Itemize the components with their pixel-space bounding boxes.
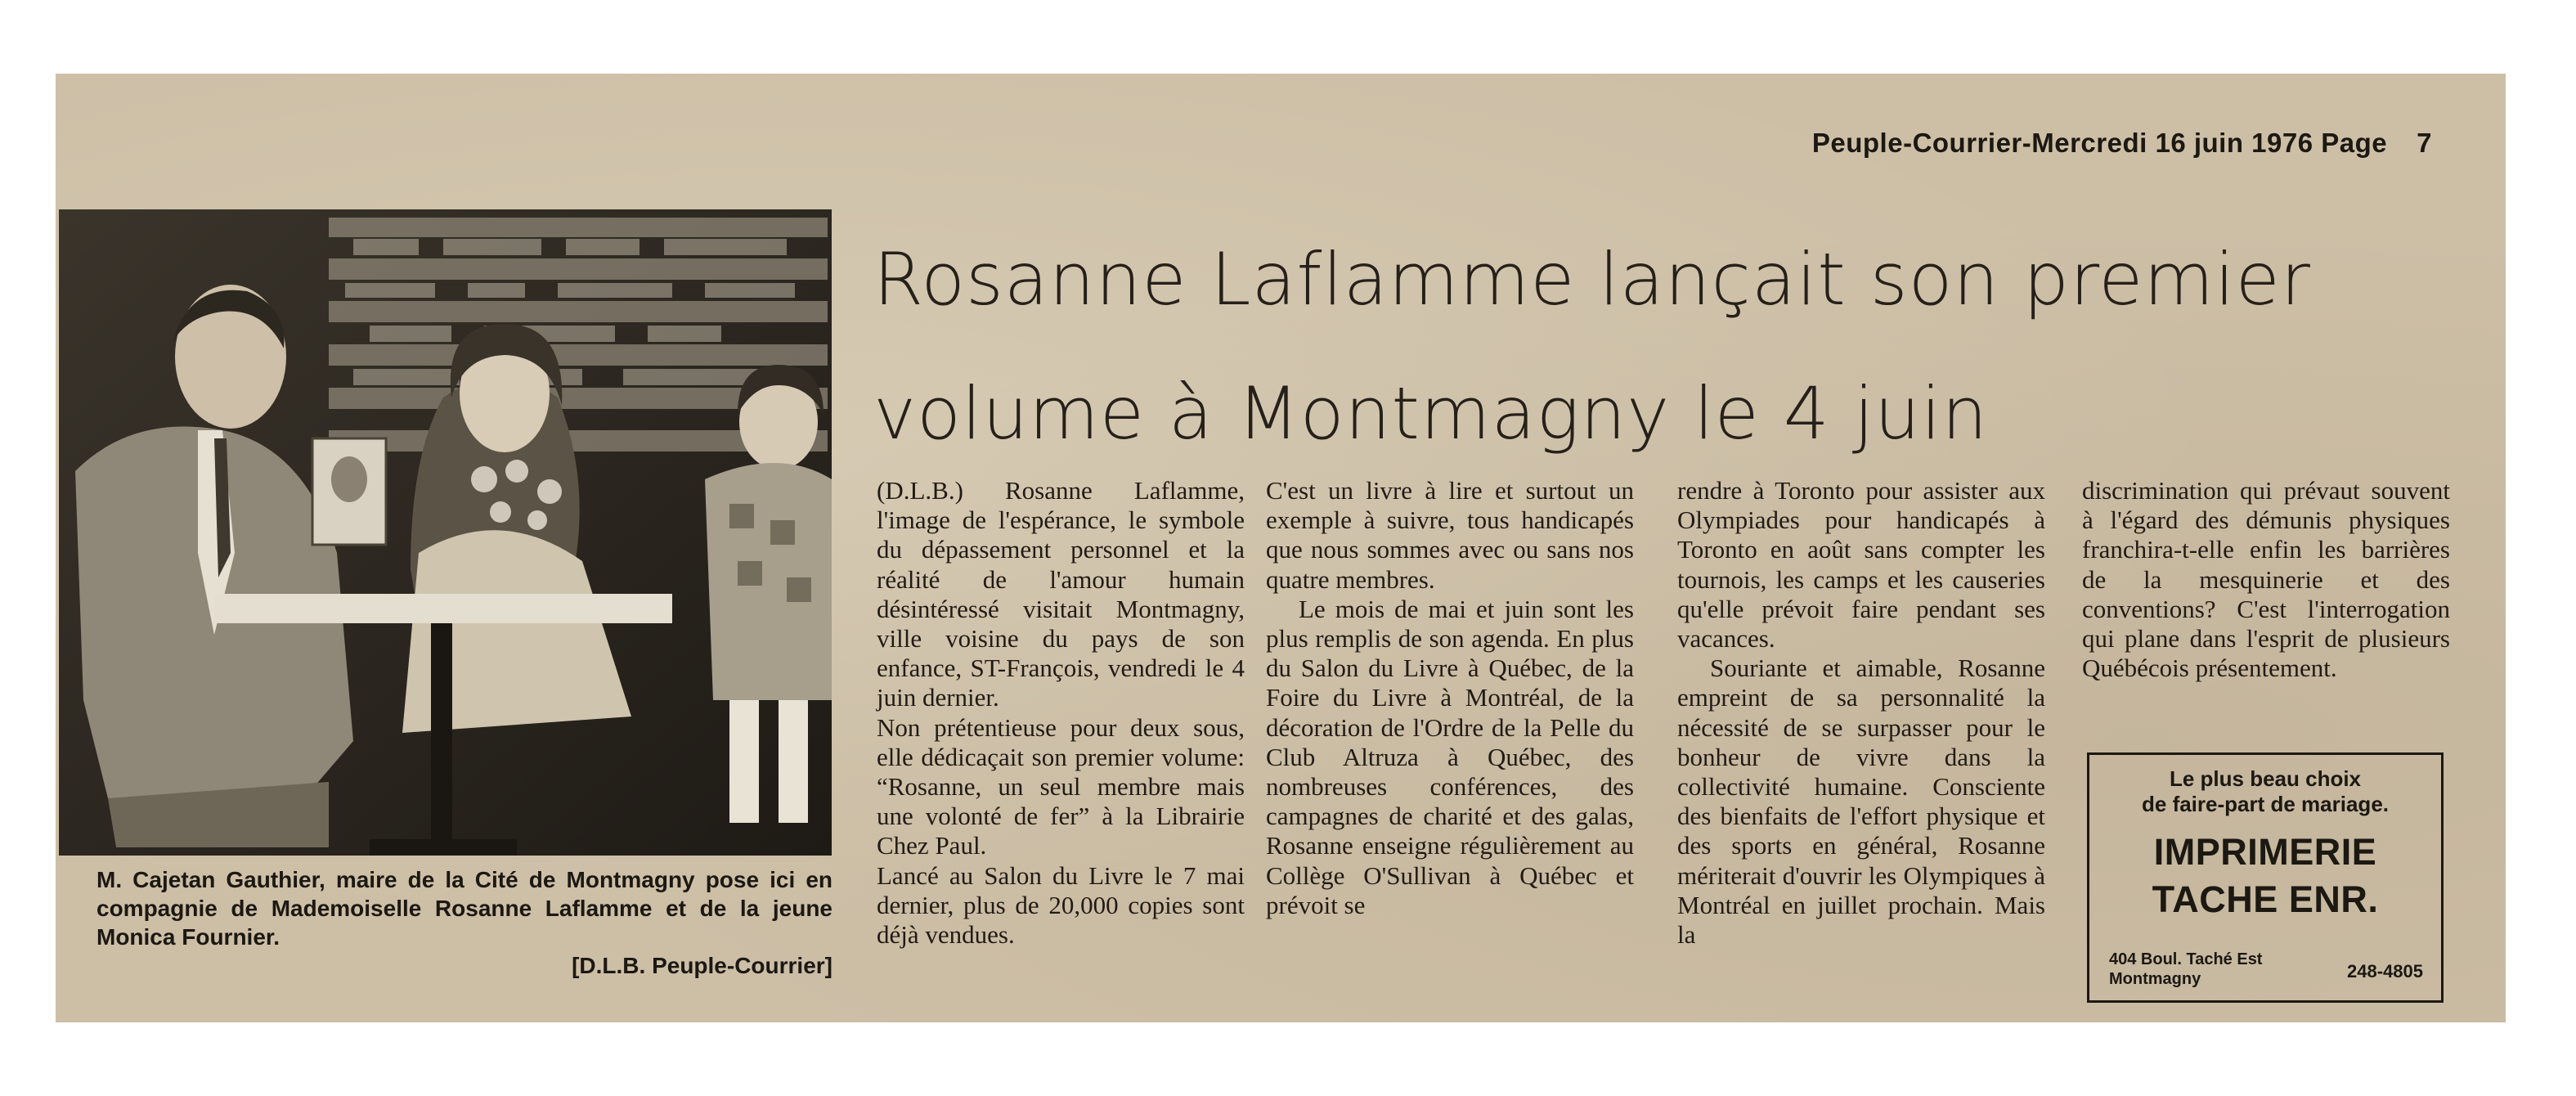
ad-address [2109,950,2262,989]
newspaper-clipping [56,74,2506,1022]
article-column-2 [1266,476,1634,920]
ad-tagline-line-1: Le plus beau choix [2169,766,2362,791]
ad-business-name [2089,829,2441,923]
photo-credit: [D.L.B. Peuple-Courrier] [572,953,832,978]
advertisement-box [2087,752,2444,1003]
paragraph: Souriante et aimable, Rosanne empreint de sa personnalité la nécessité de se surpasser pour le bonheur de vivre dans la collectivité humaine. Consciente des bienfaits de l'effort physique et des sports en général, Rosanne mériterait d'ouvrir les Olympiques à Montréal en juillet prochain. Mais la [1677,654,2045,950]
headline [873,213,2345,481]
page-number: 7 [2417,128,2432,158]
headline-line-2: volume à Montmagny le 4 juin [873,371,1989,456]
ad-name-line-1: IMPRIMERIE [2153,831,2377,873]
paragraph: Lancé au Salon du Livre le 7 mai dernier, plus de 20,000 copies sont déjà vendues. [877,860,1245,950]
ad-tagline [2089,766,2441,817]
paragraph: (D.L.B.) Rosanne Laflamme, l'image de l'espérance, le symbole du dépassement personnel et la réalité de l'amour humain désintéressé visitait Montmagny, ville voisine du pays de son enfance, ST-François, vendredi le 4 juin dernier. [877,476,1245,712]
caption-text: M. Cajetan Gauthier, maire de la Cité de Montmagny pose ici en compagnie de Mademoiselle Rosanne Laflamme et de la jeune Monica Fournier. [96,867,832,950]
article-column-1 [877,476,1245,950]
masthead-date: Peuple-Courrier-Mercredi 16 juin 1976 Page [1811,128,2388,158]
photo-illustration [59,209,832,856]
paragraph: discrimination qui prévaut souvent à l'égard des démunis physiques franchira-t-elle enfin les barrières de la mesquinerie et des conventions? C'est l'interrogation qui plane dans l'esprit de plusieurs Québécois présentement. [2082,476,2450,683]
paragraph: C'est un livre à lire et surtout un exemple à suivre, tous handicapés que nous sommes avec ou sans nos quatre membres. [1266,476,1634,594]
photo-caption [96,865,832,980]
article-column-4 [2082,476,2450,683]
ad-address-line-2: Montmagny [2109,970,2201,988]
page-header [1812,128,2432,159]
paragraph: rendre à Toronto pour assister aux Olympiades pour handicapés à Toronto en août sans compter les tournois, les camps et les causeries qu'elle prévoit faire pendant ses vacances. [1677,476,2045,654]
news-photo [59,209,832,856]
ad-address-line-1: 404 Boul. Taché Est [2109,950,2263,968]
paragraph: Le mois de mai et juin sont les plus remplis de son agenda. En plus du Salon du Livre à Québec, de la Foire du Livre à Montréal, de la décoration de l'Ordre de la Pelle du Club Altruza à Québec, des nombreuses conférences, des campagnes de charité et des galas, Rosanne enseigne régulièrement au Collège O'Sullivan à Québec et prévoit se [1266,594,1634,919]
headline-line-1: Rosanne Laflamme lançait son premier [873,237,2311,321]
ad-tagline-line-2: de faire-part de mariage. [2142,792,2389,816]
ad-name-line-2: TACHE ENR. [2152,878,2379,920]
paragraph: Non prétentieuse pour deux sous, elle dédicaçait son premier volume: “Rosanne, un seul membre mais une volonté de fer” à la Librairie Chez Paul. [877,712,1245,860]
ad-phone: 248-4805 [2347,961,2423,981]
article-column-3 [1677,476,2045,950]
